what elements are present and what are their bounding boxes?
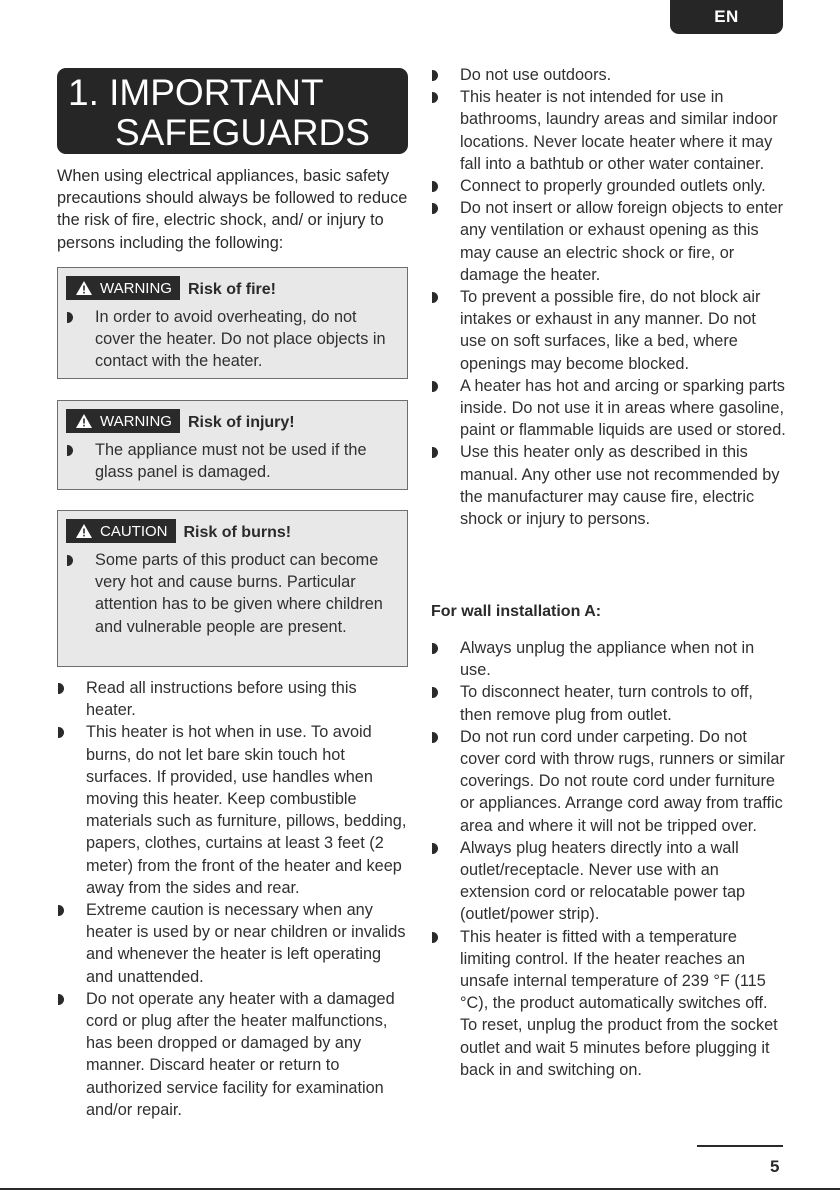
bullet-icon [67,555,73,566]
bullet-icon [432,643,438,654]
section-title-line1: 1. IMPORTANT [68,72,324,113]
bullet-icon [58,905,64,916]
list-item: Do not insert or allow foreign objects to enter any ventilation or exhaust opening as this may cause an electric shock or fire, or damage the heater. [431,197,786,286]
intro-paragraph: When using electrical appliances, basic safety precautions should always be followed to reduce the risk of fire, electric shock, and/ or injury to persons including the following: [57,167,408,252]
bullet-icon [432,447,438,458]
list-item: A heater has hot and arcing or sparking parts inside. Do not use it in areas where gasoline, paint or flammable liquids are used or stored. [431,375,786,442]
left-safeguards-list [57,677,409,1121]
list-item: In order to avoid overheating, do not cover the heater. Do not place objects in contact with the heater. [66,306,399,373]
badge-label: WARNING [100,279,172,297]
section-title-line2: SAFEGUARDS [115,112,370,153]
list-item: Always plug heaters directly into a wall outlet/receptacle. Never use with an extension cord or relocatable power tap (outlet/power strip). [431,837,786,926]
bullet-icon [432,687,438,698]
bullet-icon [432,92,438,103]
notice-header [58,268,407,300]
list-item: This heater is hot when in use. To avoid burns, do not let bare skin touch hot surfaces. If provided, use handles when moving this heater. Keep combustible materials such as furniture, pillows, bedding, papers, clothes, curtains at least 3 feet (2 meter) from the front of the heater and keep away from the sides and rear. [57,721,409,899]
list-item: Some parts of this product can become very hot and cause burns. Particular attention has to be given where children and vulnerable people are present. [66,549,399,638]
list-item: Read all instructions before using this heater. [57,677,409,721]
right-safeguards-list [431,64,786,530]
bullet-icon [432,732,438,743]
notice-list [58,300,407,381]
badge-label: WARNING [100,412,172,430]
notice-list [58,433,407,491]
caution-badge [66,519,176,543]
list-item: To disconnect heater, turn controls to off, then remove plug from outlet. [431,681,786,725]
warning-triangle-icon [76,524,92,538]
notice-burns [57,510,408,667]
bullet-icon [67,312,73,323]
notice-header [58,511,407,543]
bullet-icon [432,843,438,854]
notice-title: Risk of fire! [187,281,276,298]
bullet-icon [432,203,438,214]
footer-rule [697,1145,783,1147]
bullet-icon [58,727,64,738]
bottom-rule [0,1188,840,1190]
section-title [57,68,408,154]
list-item: Connect to properly grounded outlets only. [431,175,786,197]
notice-title: Risk of burns! [183,524,292,541]
notice-title: Risk of injury! [187,414,295,431]
notice-list [58,543,407,646]
warning-badge [66,409,180,433]
list-item: This heater is not intended for use in bathrooms, laundry areas and similar indoor locations. Never locate heater where it may fall into a bathtub or other water container. [431,86,786,175]
bullet-icon [432,181,438,192]
notice-fire [57,267,408,379]
bullet-icon [58,683,64,694]
notice-injury [57,400,408,490]
bullet-icon [432,292,438,303]
list-item: Do not operate any heater with a damaged cord or plug after the heater malfunctions, has been dropped or damaged by any manner. Discard heater or return to authorized service facility for examination and/or repair. [57,988,409,1121]
wall-installation-heading: For wall installation A: [431,603,602,620]
badge-label: CAUTION [100,522,168,540]
page-number: 5 [770,1157,780,1176]
list-item: The appliance must not be used if the glass panel is damaged. [66,439,399,483]
notice-header [58,401,407,433]
warning-triangle-icon [76,281,92,295]
list-item: Do not use outdoors. [431,64,786,86]
list-item: Use this heater only as described in this manual. Any other use not recommended by the manufacturer may cause fire, electric shock or injury to persons. [431,441,786,530]
warning-triangle-icon [76,414,92,428]
language-tab: EN [670,0,783,34]
list-item: To prevent a possible fire, do not block air intakes or exhaust in any manner. Do not use on soft surfaces, like a bed, where openings may become blocked. [431,286,786,375]
bullet-icon [432,932,438,943]
bullet-icon [432,70,438,81]
list-item: Do not run cord under carpeting. Do not cover cord with throw rugs, runners or similar coverings. Do not route cord under furniture or appliances. Arrange cord away from traffic area and where it will not be tripped over. [431,726,786,837]
list-item: Always unplug the appliance when not in use. [431,637,786,681]
bullet-icon [432,381,438,392]
bullet-icon [58,994,64,1005]
list-item: This heater is fitted with a temperature limiting control. If the heater reaches an unsafe internal temperature of 239 °F (115 °C), the product automatically switches off. To reset, unplug the product from the socket outlet and wait 5 minutes before plugging it back in and switching on. [431,926,786,1081]
list-item: Extreme caution is necessary when any heater is used by or near children or invalids and whenever the heater is left operating and unattended. [57,899,409,988]
bullet-icon [67,445,73,456]
wall-installation-list [431,637,786,1081]
warning-badge [66,276,180,300]
